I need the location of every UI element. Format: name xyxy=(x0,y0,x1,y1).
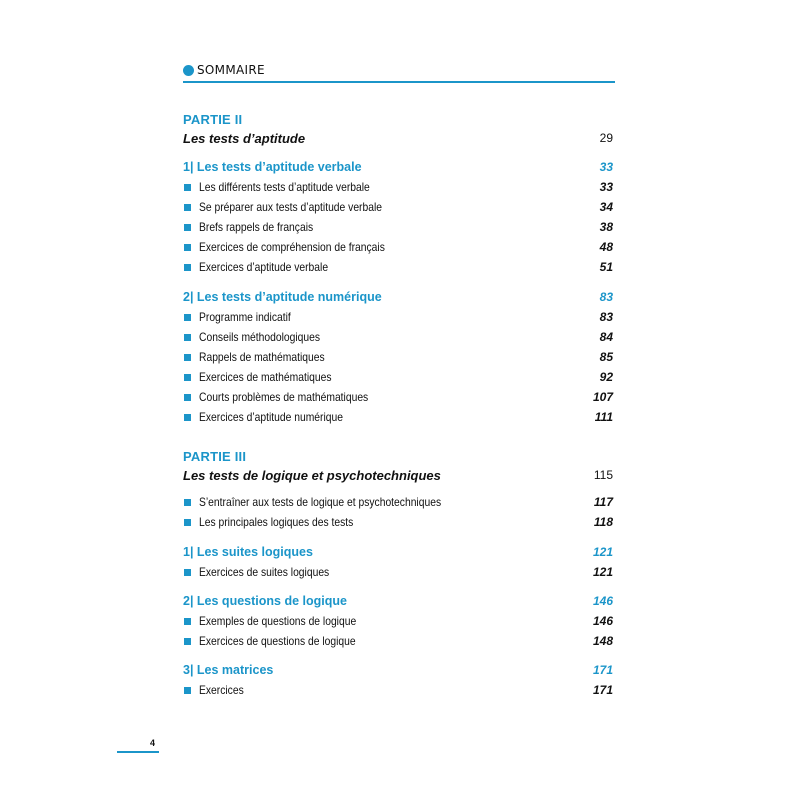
toc-page-number: 171 xyxy=(592,663,613,677)
toc-item xyxy=(183,634,615,650)
toc-label: PARTIE II xyxy=(183,112,243,127)
toc-page-number: 51 xyxy=(599,260,613,274)
toc-page-number: 34 xyxy=(599,200,613,214)
toc-item xyxy=(183,370,615,386)
square-bullet-icon xyxy=(184,638,191,645)
toc-item xyxy=(183,200,615,216)
toc-label: Les tests de logique et psychotechniques xyxy=(183,468,441,483)
sommaire-header xyxy=(183,62,615,84)
toc-page-number: 118 xyxy=(593,515,613,529)
toc-item xyxy=(183,260,615,276)
toc-label: PARTIE III xyxy=(183,449,247,464)
toc-page-number: 48 xyxy=(599,240,613,254)
toc-page-number: 107 xyxy=(592,390,613,404)
footer-rule xyxy=(117,751,159,753)
toc-page-number: 29 xyxy=(599,131,613,145)
toc-page-number: 38 xyxy=(599,220,613,234)
square-bullet-icon xyxy=(184,414,191,421)
toc-page-number: 146 xyxy=(592,594,613,608)
toc-label: Exercices de compréhension de français xyxy=(199,240,385,254)
toc-label: 1| Les tests d’aptitude verbale xyxy=(183,160,362,174)
square-bullet-icon xyxy=(184,569,191,576)
toc-page-number: 121 xyxy=(592,545,613,559)
toc-item xyxy=(183,683,615,699)
toc-label: Conseils méthodologiques xyxy=(199,330,321,344)
toc-label: 1| Les suites logiques xyxy=(183,545,313,559)
toc-page-number: 33 xyxy=(599,180,613,194)
toc-label: S’entraîner aux tests de logique et psychotechniques xyxy=(199,495,442,509)
header-rule xyxy=(183,81,615,83)
toc-chapter xyxy=(183,545,615,561)
toc-item xyxy=(183,410,615,426)
toc-item xyxy=(183,565,615,581)
toc-label: Les différents tests d’aptitude verbale xyxy=(199,180,370,194)
toc-page-number: 115 xyxy=(593,468,613,482)
toc-label: Exemples de questions de logique xyxy=(199,614,357,628)
toc-page-number: 84 xyxy=(599,330,613,344)
square-bullet-icon xyxy=(184,184,191,191)
toc-item xyxy=(183,310,615,326)
toc-ptitle xyxy=(183,468,615,484)
toc-label: Exercices de mathématiques xyxy=(199,370,332,384)
toc-label: Exercices d’aptitude verbale xyxy=(199,260,329,274)
toc-page-number: 83 xyxy=(599,310,613,324)
square-bullet-icon xyxy=(184,618,191,625)
toc-page-number: 171 xyxy=(592,683,613,697)
toc-ptitle xyxy=(183,131,615,147)
toc-label: Les tests d’aptitude xyxy=(183,131,306,146)
page-number: 4 xyxy=(150,738,156,748)
toc-page-number: 92 xyxy=(599,370,613,384)
toc-label: Se préparer aux tests d’aptitude verbale xyxy=(199,200,383,214)
square-bullet-icon xyxy=(184,519,191,526)
square-bullet-icon xyxy=(184,244,191,251)
toc-page-number: 33 xyxy=(599,160,613,174)
toc-label: Exercices de questions de logique xyxy=(199,634,356,648)
toc-page-number: 83 xyxy=(599,290,613,304)
square-bullet-icon xyxy=(184,394,191,401)
toc-item xyxy=(183,390,615,406)
toc-label: Brefs rappels de français xyxy=(199,220,314,234)
square-bullet-icon xyxy=(184,334,191,341)
toc-item xyxy=(183,240,615,256)
toc-partie xyxy=(183,449,615,465)
square-bullet-icon xyxy=(184,687,191,694)
toc-label: 2| Les tests d’aptitude numérique xyxy=(183,290,382,304)
square-bullet-icon xyxy=(184,374,191,381)
toc-item xyxy=(183,330,615,346)
bullet-dot-icon xyxy=(183,65,194,76)
toc-item xyxy=(183,180,615,196)
toc-item xyxy=(183,515,615,531)
header-title: SOMMAIRE xyxy=(197,63,265,77)
toc-page-number: 117 xyxy=(593,495,613,509)
toc-item xyxy=(183,495,615,511)
toc-partie xyxy=(183,112,615,128)
toc-label: Programme indicatif xyxy=(199,310,291,324)
toc-label: Rappels de mathématiques xyxy=(199,350,325,364)
square-bullet-icon xyxy=(184,499,191,506)
square-bullet-icon xyxy=(184,224,191,231)
toc-label: Exercices d’aptitude numérique xyxy=(199,410,343,424)
toc-chapter xyxy=(183,160,615,176)
toc-chapter xyxy=(183,594,615,610)
toc-item xyxy=(183,350,615,366)
toc-chapter xyxy=(183,663,615,679)
toc-label: Exercices xyxy=(199,683,244,697)
toc-page-number: 146 xyxy=(592,614,613,628)
square-bullet-icon xyxy=(184,204,191,211)
toc-item xyxy=(183,614,615,630)
square-bullet-icon xyxy=(184,264,191,271)
toc-page-number: 111 xyxy=(594,410,613,424)
toc-page-number: 148 xyxy=(592,634,613,648)
toc-label: Exercices de suites logiques xyxy=(199,565,330,579)
toc-label: 2| Les questions de logique xyxy=(183,594,347,608)
toc-label: Courts problèmes de mathématiques xyxy=(199,390,369,404)
toc-page-number: 85 xyxy=(599,350,613,364)
toc-chapter xyxy=(183,290,615,306)
square-bullet-icon xyxy=(184,314,191,321)
square-bullet-icon xyxy=(184,354,191,361)
toc-label: Les principales logiques des tests xyxy=(199,515,354,529)
toc-page-number: 121 xyxy=(592,565,613,579)
toc-item xyxy=(183,220,615,236)
toc-label: 3| Les matrices xyxy=(183,663,274,677)
